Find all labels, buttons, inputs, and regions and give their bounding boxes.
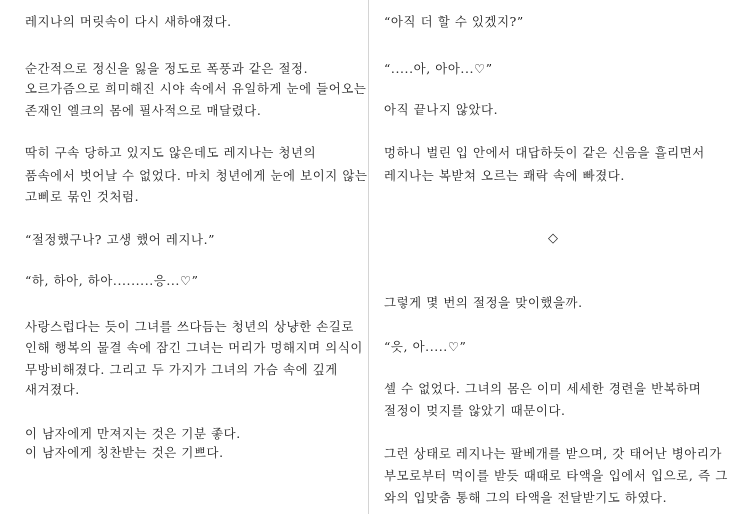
text-line: 레지나의 머릿속이 다시 새하얘졌다. <box>25 14 232 29</box>
text-line: 고삐로 묶인 것처럼. <box>25 189 140 204</box>
text-line: 새겨졌다. <box>25 382 80 397</box>
text-line: 딱히 구속 당하고 있지도 않은데도 레지나는 청년의 <box>25 145 317 160</box>
text-line: 이 남자에게 칭찬받는 것은 기쁘다. <box>25 445 224 460</box>
text-line: 이 남자에게 만져지는 것은 기분 좋다. <box>25 426 241 441</box>
text-line: 사랑스럽다는 듯이 그녀를 쓰다듬는 청년의 상냥한 손길로 <box>25 319 354 334</box>
text-line: 순간적으로 정신을 잃을 정도로 폭풍과 같은 절정. <box>25 61 309 76</box>
right-page <box>370 0 736 514</box>
text-line: 레지나는 복받쳐 오르는 쾌락 속에 빠졌다. <box>384 168 625 183</box>
dialogue-line: “절정했구나? 고생 했어 레지나.” <box>25 232 216 247</box>
text-line: 절정이 멎지를 않았기 때문이다. <box>384 403 566 418</box>
text-line: 멍하니 벌린 입 안에서 대답하듯이 같은 신음을 흘리면서 <box>384 145 705 160</box>
text-line: 존재인 엘크의 몸에 필사적으로 매달렸다. <box>25 103 262 118</box>
dialogue-line: “읏, 아.....♡” <box>384 339 467 354</box>
page-divider <box>368 0 369 514</box>
dialogue-line: “아직 더 할 수 있겠지?” <box>384 14 524 29</box>
text-line: 무방비해졌다. 그리고 두 가지가 그녀의 가슴 속에 깊게 <box>25 362 338 377</box>
text-line: 품속에서 벗어날 수 없었다. 마치 청년에게 눈에 보이지 않는 <box>25 168 368 183</box>
text-line: 셀 수 없었다. 그녀의 몸은 이미 세세한 경련을 반복하며 <box>384 381 702 396</box>
text-line: 부모로부터 먹이를 받듯 때때로 타액을 입에서 입으로, 즉 그 <box>384 468 728 483</box>
text-line: 그런 상태로 레지나는 팔베개를 받으며, 갓 태어난 병아리가 <box>384 446 722 461</box>
scene-break-ornament: ◇ <box>548 231 558 246</box>
text-line: 아직 끝나지 않았다. <box>384 102 499 117</box>
dialogue-line: “하, 하아, 하아.........응...♡” <box>25 273 199 288</box>
text-line: 그렇게 몇 번의 절정을 맞이했을까. <box>384 295 583 310</box>
text-line: 인해 행복의 물결 속에 잠긴 그녀는 머리가 멍해지며 의식이 <box>25 340 363 355</box>
text-line: 와의 입맞춤 통해 그의 타액을 전달받기도 하였다. <box>384 490 668 505</box>
text-line: 오르가즘으로 희미해진 시야 속에서 유일하게 눈에 들어오는 <box>25 81 367 96</box>
dialogue-line: “.....아, 아아...♡” <box>384 61 493 76</box>
